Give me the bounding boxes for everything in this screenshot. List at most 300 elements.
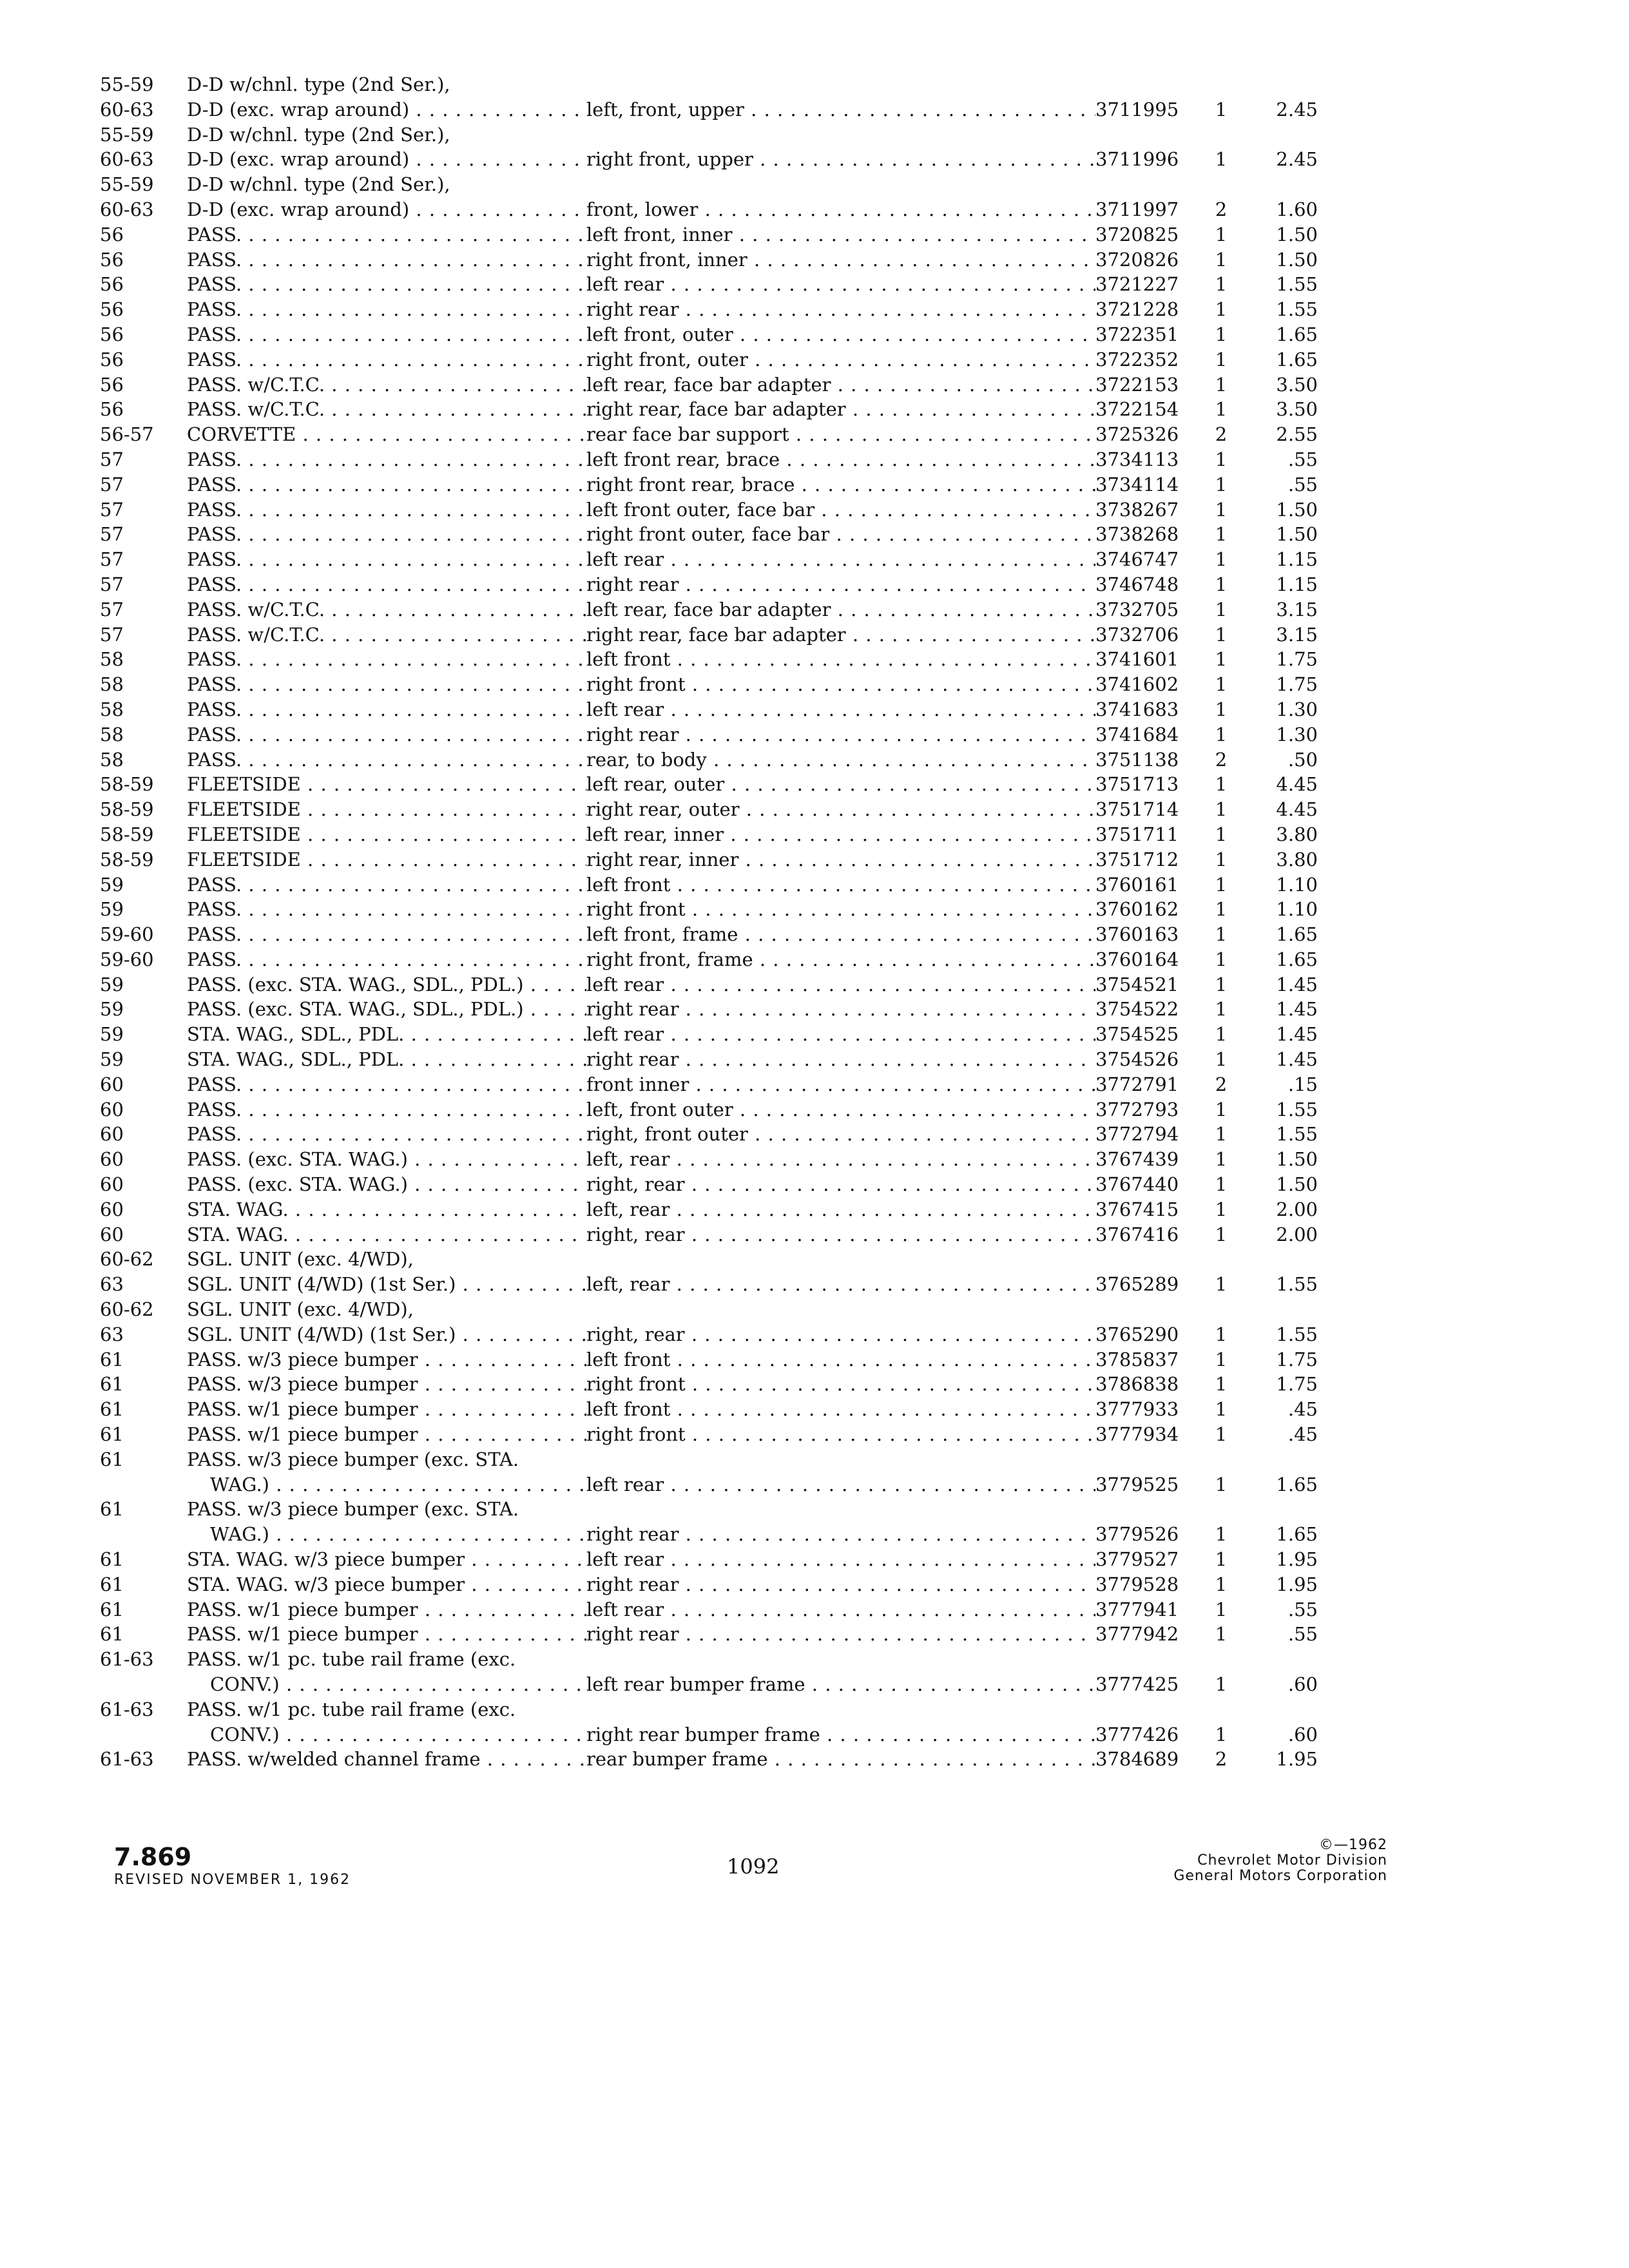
quantity: 1 — [1215, 1548, 1228, 1571]
model-year: 59-60 — [100, 948, 154, 970]
model-application — [187, 697, 586, 722]
part-number: 3751711 — [1095, 823, 1179, 845]
catalog-row — [100, 847, 1324, 872]
price: 3.15 — [1276, 598, 1318, 620]
model-years — [100, 572, 187, 597]
description-text: left, rear — [586, 1198, 670, 1220]
model-years — [100, 347, 187, 372]
model-text: CORVETTE — [187, 423, 296, 446]
catalog-row — [100, 1422, 1324, 1447]
model-year: 56 — [100, 323, 124, 345]
model-years — [100, 72, 187, 122]
model-text: PASS. w/welded channel frame — [187, 1748, 481, 1771]
description-text: right rear — [586, 1573, 679, 1595]
part-description — [586, 622, 1095, 648]
model-text: PASS. w/1 piece bumper — [187, 1398, 418, 1421]
quantity: 1 — [1215, 498, 1228, 521]
part-number: 3741602 — [1095, 673, 1179, 696]
part-number: 3721227 — [1095, 273, 1179, 296]
model-text: FLEETSIDE — [187, 773, 301, 796]
part-number: 3760164 — [1095, 948, 1179, 970]
quantity: 1 — [1215, 798, 1228, 821]
description-text: right rear, inner — [586, 848, 739, 870]
catalog-row — [100, 1597, 1324, 1622]
model-line — [187, 572, 561, 597]
quantity: 1 — [1215, 848, 1228, 870]
model-application — [187, 997, 586, 1022]
price: 1.45 — [1276, 998, 1318, 1021]
quantity: 1 — [1215, 923, 1228, 946]
description-text: left front, outer — [586, 323, 733, 345]
model-text: PASS. — [187, 948, 242, 970]
model-line — [187, 822, 561, 847]
model-text: SGL. UNIT (4/WD) (1st Ser.) — [187, 1273, 456, 1296]
catalog-row — [100, 1372, 1324, 1397]
part-number: 3754521 — [1095, 973, 1179, 995]
parts-catalog-table — [100, 72, 1324, 1772]
model-year: 57 — [100, 548, 124, 571]
description-text: right front, upper — [586, 148, 753, 171]
model-application — [187, 1197, 586, 1222]
part-description — [586, 1672, 1095, 1697]
description-text: rear bumper frame — [586, 1748, 768, 1771]
model-text: PASS. — [187, 248, 242, 271]
model-application — [187, 1047, 586, 1072]
description-text: left front — [586, 1398, 671, 1421]
description-text: left rear, outer — [586, 773, 725, 796]
part-description — [586, 1597, 1095, 1622]
part-number: 3765290 — [1095, 1323, 1179, 1345]
part-number: 3751713 — [1095, 773, 1179, 796]
quantity: 1 — [1215, 1123, 1228, 1146]
description-text: right front — [586, 1373, 686, 1396]
price: 1.55 — [1276, 1273, 1318, 1296]
price: 1.75 — [1276, 1348, 1318, 1370]
part-description — [586, 997, 1095, 1022]
model-year: 58-59 — [100, 848, 154, 870]
description-text: left front — [586, 648, 671, 671]
model-line — [187, 1397, 561, 1422]
model-year: 61-63 — [100, 1698, 154, 1720]
model-year: 60-63 — [100, 198, 154, 220]
part-number: 3779527 — [1095, 1548, 1179, 1571]
part-description — [586, 947, 1095, 972]
quantity: 1 — [1215, 1198, 1228, 1220]
model-application — [187, 1072, 586, 1097]
model-line — [187, 1672, 561, 1697]
part-description — [586, 522, 1095, 547]
model-line — [187, 1047, 561, 1072]
part-number: 3722352 — [1095, 348, 1179, 370]
part-description — [586, 1572, 1095, 1597]
part-number: 3767415 — [1095, 1198, 1179, 1220]
model-years — [100, 1297, 187, 1347]
price: .55 — [1287, 1598, 1318, 1620]
model-application — [187, 1222, 586, 1247]
price: .45 — [1287, 1398, 1318, 1421]
description-text: right, rear — [586, 1323, 685, 1345]
quantity: 1 — [1215, 398, 1228, 421]
model-year: 58 — [100, 723, 124, 745]
quantity: 1 — [1215, 648, 1228, 671]
model-line — [187, 547, 561, 572]
model-text: CONV.) — [210, 1723, 280, 1745]
part-number: 3760162 — [1095, 898, 1179, 921]
model-line — [187, 297, 561, 322]
catalog-row — [100, 1297, 1324, 1347]
model-text: PASS. w/3 piece bumper — [187, 1348, 418, 1370]
description-text: left, front outer — [586, 1098, 733, 1120]
model-application — [187, 772, 586, 797]
part-number: 3767440 — [1095, 1173, 1179, 1196]
model-line — [187, 1572, 561, 1597]
model-text: D-D w/chnl. type (2nd Ser.), — [187, 73, 450, 95]
model-years — [100, 1497, 187, 1547]
part-description — [586, 1472, 1095, 1497]
model-years — [100, 1622, 187, 1647]
part-number: 3722153 — [1095, 373, 1179, 396]
model-application — [187, 1547, 586, 1572]
part-description — [586, 1397, 1095, 1422]
description-text: left rear, face bar adapter — [586, 373, 831, 396]
part-description — [586, 1197, 1095, 1222]
model-text: PASS. — [187, 698, 242, 720]
part-number: 3751712 — [1095, 848, 1179, 870]
model-years — [100, 1097, 187, 1122]
price: 2.55 — [1276, 423, 1318, 446]
model-line — [187, 1072, 561, 1097]
model-line — [187, 897, 561, 922]
part-description — [586, 222, 1095, 247]
model-years — [100, 722, 187, 747]
description-text: right, front outer — [586, 1123, 748, 1146]
quantity: 1 — [1215, 723, 1228, 745]
catalog-row — [100, 1497, 1324, 1547]
catalog-row — [100, 297, 1324, 322]
model-year: 57 — [100, 473, 124, 495]
catalog-row — [100, 997, 1324, 1022]
model-years — [100, 922, 187, 947]
model-year: 58 — [100, 673, 124, 696]
part-description — [586, 422, 1095, 447]
description-text: right front — [586, 673, 686, 696]
price: 1.65 — [1276, 923, 1318, 946]
model-text: CONV.) — [210, 1673, 280, 1695]
price: 1.60 — [1276, 198, 1318, 220]
quantity: 1 — [1215, 1723, 1228, 1745]
model-line — [187, 772, 561, 797]
model-year: 60-62 — [100, 1248, 154, 1271]
price: 1.50 — [1276, 248, 1318, 271]
model-text: PASS. — [187, 748, 242, 771]
catalog-row — [100, 922, 1324, 947]
model-line — [187, 322, 561, 347]
model-line — [187, 1222, 561, 1247]
model-line — [187, 1297, 561, 1322]
model-year: 61 — [100, 1398, 124, 1421]
part-number: 3720826 — [1095, 248, 1179, 271]
part-number: 3777425 — [1095, 1673, 1179, 1695]
part-number: 3751138 — [1095, 748, 1179, 771]
model-application — [187, 522, 586, 547]
catalog-row — [100, 1197, 1324, 1222]
catalog-row — [100, 1397, 1324, 1422]
model-line — [187, 1547, 561, 1572]
model-text: PASS. (exc. STA. WAG.) — [187, 1173, 408, 1196]
model-text: PASS. — [187, 648, 242, 671]
description-text: right rear, outer — [586, 798, 740, 821]
catalog-row — [100, 397, 1324, 422]
part-number: 3786838 — [1095, 1373, 1179, 1396]
price: 1.55 — [1276, 273, 1318, 296]
part-description — [586, 847, 1095, 872]
model-application — [187, 1447, 586, 1497]
quantity: 1 — [1215, 148, 1228, 171]
model-year: 59 — [100, 873, 124, 896]
price: 1.95 — [1276, 1748, 1318, 1771]
model-year: 60 — [100, 1073, 124, 1095]
part-number: 3741683 — [1095, 698, 1179, 720]
model-year: 58-59 — [100, 798, 154, 821]
price: 3.50 — [1276, 398, 1318, 421]
catalog-row — [100, 347, 1324, 372]
model-year: 60 — [100, 1198, 124, 1220]
model-year: 59-60 — [100, 923, 154, 946]
catalog-row — [100, 1147, 1324, 1172]
model-text: D-D (exc. wrap around) — [187, 98, 410, 120]
model-line — [187, 1472, 561, 1497]
catalog-row — [100, 1022, 1324, 1047]
description-text: left front — [586, 873, 671, 896]
model-years — [100, 1597, 187, 1622]
quantity: 1 — [1215, 1623, 1228, 1646]
model-application — [187, 547, 586, 572]
part-number: 3746748 — [1095, 573, 1179, 595]
model-text: FLEETSIDE — [187, 798, 301, 821]
model-text: PASS. (exc. STA. WAG., SDL., PDL.) — [187, 998, 524, 1021]
model-year: 60-62 — [100, 1298, 154, 1321]
model-line — [187, 1197, 561, 1222]
catalog-row — [100, 672, 1324, 697]
part-number: 3711995 — [1095, 98, 1179, 120]
model-text: PASS. — [187, 348, 242, 370]
part-description — [586, 1122, 1095, 1147]
model-line — [187, 847, 561, 872]
price: 2.45 — [1276, 148, 1318, 171]
description-text: left rear bumper frame — [586, 1673, 805, 1695]
price: 1.50 — [1276, 223, 1318, 245]
price: .55 — [1287, 473, 1318, 495]
model-text: PASS. — [187, 1098, 242, 1120]
model-line — [187, 172, 561, 197]
description-text: left rear, face bar adapter — [586, 598, 831, 620]
model-year: 61 — [100, 1623, 124, 1646]
quantity: 1 — [1215, 1148, 1228, 1171]
model-text: PASS. — [187, 223, 242, 245]
part-description — [586, 697, 1095, 722]
model-year: 61-63 — [100, 1748, 154, 1771]
model-application — [187, 1147, 586, 1172]
model-application — [187, 447, 586, 472]
catalog-row — [100, 797, 1324, 822]
model-year: 58-59 — [100, 773, 154, 796]
model-year: 59 — [100, 1048, 124, 1071]
catalog-row — [100, 1122, 1324, 1147]
model-application — [187, 247, 586, 273]
price: 4.45 — [1276, 798, 1318, 821]
part-description — [586, 397, 1095, 422]
model-line — [187, 197, 561, 222]
model-text: PASS. — [187, 1123, 242, 1146]
description-text: left rear — [586, 548, 664, 571]
model-year: 60-63 — [100, 98, 154, 120]
quantity: 1 — [1215, 1523, 1228, 1546]
part-description — [586, 1522, 1095, 1547]
model-years — [100, 1647, 187, 1697]
price: 1.75 — [1276, 1373, 1318, 1396]
part-number: 3738267 — [1095, 498, 1179, 521]
quantity: 1 — [1215, 98, 1228, 120]
model-application — [187, 1347, 586, 1372]
catalog-row — [100, 422, 1324, 447]
model-line — [187, 1122, 561, 1147]
price: 1.55 — [1276, 1098, 1318, 1120]
revision-date: REVISED NOVEMBER 1, 1962 — [114, 1872, 351, 1888]
catalog-row — [100, 1097, 1324, 1122]
model-years — [100, 822, 187, 847]
model-application — [187, 1397, 586, 1422]
model-application — [187, 797, 586, 822]
quantity: 1 — [1215, 1023, 1228, 1046]
price: .60 — [1287, 1723, 1318, 1745]
description-text: left, rear — [586, 1148, 670, 1171]
model-application — [187, 847, 586, 872]
model-year: 63 — [100, 1273, 124, 1296]
description-text: right rear, face bar adapter — [586, 398, 846, 421]
model-line — [187, 1622, 561, 1647]
price: 1.30 — [1276, 723, 1318, 745]
model-year: 55-59 — [100, 73, 154, 95]
quantity: 1 — [1215, 1348, 1228, 1370]
model-year: 60 — [100, 1123, 124, 1146]
model-application — [187, 747, 586, 773]
part-description — [586, 147, 1095, 172]
part-description — [586, 1272, 1095, 1297]
model-line — [187, 422, 561, 447]
catalog-row — [100, 622, 1324, 648]
price: 1.75 — [1276, 648, 1318, 671]
quantity: 1 — [1215, 1473, 1228, 1495]
model-text: PASS. — [187, 273, 242, 296]
model-application — [187, 572, 586, 597]
description-text: left front — [586, 1348, 671, 1370]
part-number: 3772793 — [1095, 1098, 1179, 1120]
model-text: STA. WAG., SDL., PDL. — [187, 1023, 405, 1046]
model-line — [187, 672, 561, 697]
quantity: 1 — [1215, 623, 1228, 646]
part-number: 3784689 — [1095, 1748, 1179, 1771]
catalog-row — [100, 272, 1324, 297]
description-text: rear face bar support — [586, 423, 789, 446]
model-year: 63 — [100, 1323, 124, 1345]
model-year: 61 — [100, 1348, 124, 1370]
model-text: PASS. — [187, 498, 242, 521]
quantity: 1 — [1215, 298, 1228, 321]
price: 3.80 — [1276, 823, 1318, 845]
model-year: 59 — [100, 1023, 124, 1046]
model-line — [187, 147, 561, 172]
part-description — [586, 1047, 1095, 1072]
model-year: 60 — [100, 1173, 124, 1196]
part-number: 3772791 — [1095, 1073, 1179, 1095]
part-number: 3722154 — [1095, 398, 1179, 421]
model-line — [187, 247, 561, 273]
model-line — [187, 472, 561, 497]
part-description — [586, 247, 1095, 273]
catalog-row — [100, 497, 1324, 523]
model-line — [187, 447, 561, 472]
quantity: 2 — [1215, 198, 1228, 220]
model-text: PASS. w/3 piece bumper (exc. STA. — [187, 1448, 519, 1470]
catalog-row — [100, 1622, 1324, 1647]
model-year: 58 — [100, 748, 124, 771]
model-text: D-D w/chnl. type (2nd Ser.), — [187, 123, 450, 146]
part-description — [586, 747, 1095, 773]
quantity: 1 — [1215, 1223, 1228, 1245]
model-years — [100, 547, 187, 572]
price: 4.45 — [1276, 773, 1318, 796]
model-application — [187, 422, 586, 447]
catalog-row — [100, 1697, 1324, 1747]
model-application — [187, 647, 586, 672]
model-text: PASS. — [187, 323, 242, 345]
model-text: STA. WAG. — [187, 1198, 289, 1220]
model-years — [100, 1572, 187, 1597]
model-years — [100, 747, 187, 773]
model-line — [187, 1097, 561, 1122]
quantity: 1 — [1215, 1048, 1228, 1071]
description-text: rear, to body — [586, 748, 707, 771]
model-years — [100, 622, 187, 648]
part-description — [586, 672, 1095, 697]
model-text: PASS. w/1 piece bumper — [187, 1598, 418, 1620]
description-text: right, rear — [586, 1173, 685, 1196]
part-description — [586, 1097, 1095, 1122]
part-number: 3777933 — [1095, 1398, 1179, 1421]
part-description — [586, 972, 1095, 997]
model-application — [187, 297, 586, 322]
model-year: 57 — [100, 523, 124, 546]
model-year: 61 — [100, 1548, 124, 1571]
model-line — [187, 1522, 561, 1547]
price: 1.45 — [1276, 973, 1318, 995]
part-description — [586, 1622, 1095, 1647]
quantity: 1 — [1215, 1398, 1228, 1421]
catalog-row — [100, 1347, 1324, 1372]
price: 3.15 — [1276, 623, 1318, 646]
part-description — [586, 797, 1095, 822]
model-years — [100, 1547, 187, 1572]
model-line — [187, 1347, 561, 1372]
part-number: 3777934 — [1095, 1423, 1179, 1446]
model-application — [187, 1122, 586, 1147]
catalog-row — [100, 872, 1324, 898]
model-application — [187, 1647, 586, 1697]
model-year: 60-63 — [100, 148, 154, 171]
part-number: 3734114 — [1095, 473, 1179, 495]
model-line — [187, 1022, 561, 1047]
quantity: 1 — [1215, 1098, 1228, 1120]
